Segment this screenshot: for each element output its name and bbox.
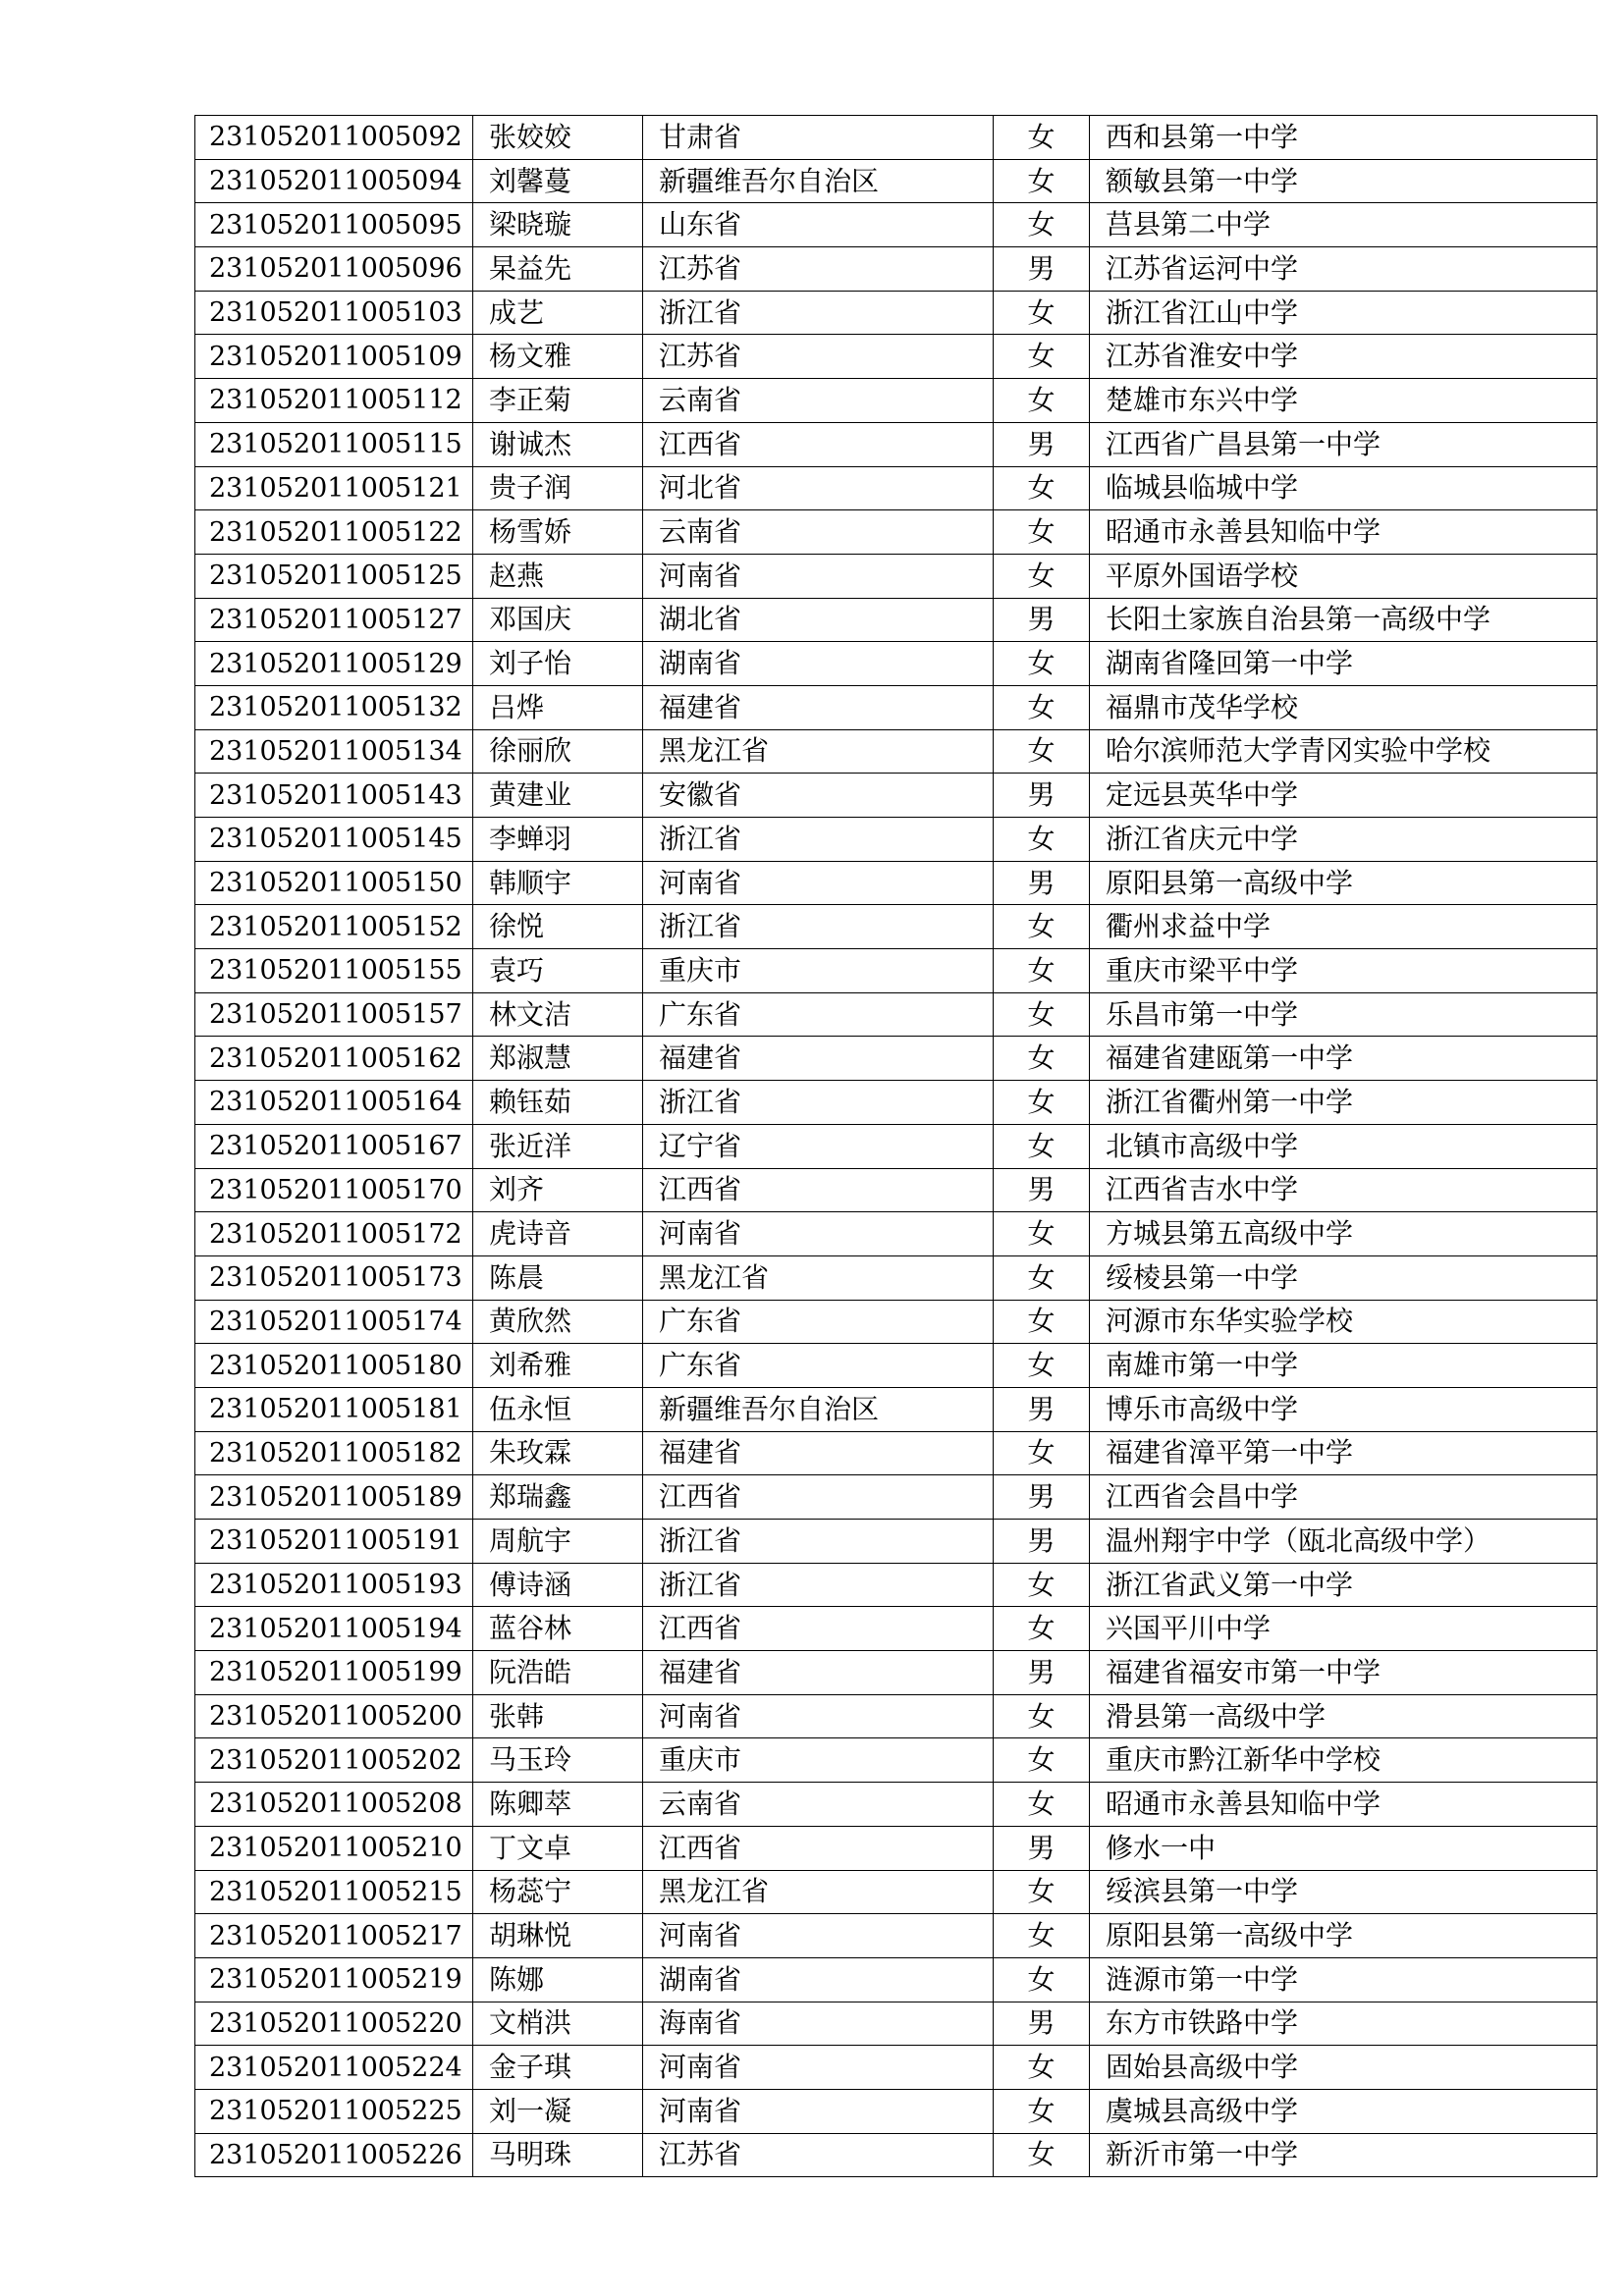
- name-cell: 李蝉羽: [473, 818, 643, 862]
- student-id-cell: 231052011005103: [195, 291, 473, 335]
- table-row: [195, 379, 1597, 423]
- name-cell: 徐悦: [473, 905, 643, 949]
- province-cell: 河南省: [643, 1212, 994, 1256]
- student-id-cell: 231052011005208: [195, 1783, 473, 1827]
- school-cell: 北镇市高级中学: [1090, 1124, 1597, 1168]
- table-row: [195, 861, 1597, 905]
- gender-cell: 女: [994, 291, 1090, 335]
- student-id-cell: 231052011005152: [195, 905, 473, 949]
- name-cell: 刘希雅: [473, 1344, 643, 1388]
- table-row: [195, 291, 1597, 335]
- school-cell: 湖南省隆回第一中学: [1090, 642, 1597, 686]
- school-cell: 温州翔宇中学（瓯北高级中学）: [1090, 1520, 1597, 1564]
- gender-cell: 女: [994, 992, 1090, 1037]
- school-cell: 浙江省江山中学: [1090, 291, 1597, 335]
- name-cell: 李正菊: [473, 379, 643, 423]
- school-cell: 长阳土家族自治县第一高级中学: [1090, 598, 1597, 642]
- student-id-cell: 231052011005155: [195, 949, 473, 993]
- name-cell: 邓国庆: [473, 598, 643, 642]
- student-id-cell: 231052011005172: [195, 1212, 473, 1256]
- school-cell: 福建省漳平第一中学: [1090, 1431, 1597, 1475]
- table-row: [195, 1914, 1597, 1958]
- province-cell: 江苏省: [643, 2133, 994, 2177]
- province-cell: 广东省: [643, 992, 994, 1037]
- province-cell: 河南省: [643, 1914, 994, 1958]
- gender-cell: 男: [994, 2002, 1090, 2046]
- table-row: [195, 685, 1597, 729]
- gender-cell: 女: [994, 1783, 1090, 1827]
- school-cell: 福鼎市茂华学校: [1090, 685, 1597, 729]
- table-row: [195, 2133, 1597, 2177]
- school-cell: 虞城县高级中学: [1090, 2089, 1597, 2133]
- province-cell: 云南省: [643, 379, 994, 423]
- name-cell: 马明珠: [473, 2133, 643, 2177]
- name-cell: 马玉玲: [473, 1738, 643, 1783]
- table-row: [195, 1870, 1597, 1914]
- student-id-cell: 231052011005109: [195, 335, 473, 379]
- table-row: [195, 598, 1597, 642]
- gender-cell: 女: [994, 1738, 1090, 1783]
- student-id-cell: 231052011005194: [195, 1607, 473, 1651]
- student-id-cell: 231052011005145: [195, 818, 473, 862]
- name-cell: 蓝谷林: [473, 1607, 643, 1651]
- table-row: [195, 818, 1597, 862]
- province-cell: 重庆市: [643, 1738, 994, 1783]
- table-row: [195, 1475, 1597, 1520]
- school-cell: 绥棱县第一中学: [1090, 1255, 1597, 1300]
- province-cell: 福建省: [643, 1037, 994, 1081]
- student-id-cell: 231052011005157: [195, 992, 473, 1037]
- school-cell: 重庆市梁平中学: [1090, 949, 1597, 993]
- table-row: [195, 1957, 1597, 2002]
- school-cell: 额敏县第一中学: [1090, 159, 1597, 203]
- gender-cell: 男: [994, 774, 1090, 818]
- name-cell: 刘齐: [473, 1168, 643, 1212]
- gender-cell: 男: [994, 598, 1090, 642]
- school-cell: 西和县第一中学: [1090, 116, 1597, 160]
- province-cell: 甘肃省: [643, 116, 994, 160]
- gender-cell: 女: [994, 1957, 1090, 2002]
- province-cell: 广东省: [643, 1300, 994, 1344]
- student-id-cell: 231052011005220: [195, 2002, 473, 2046]
- school-cell: 滑县第一高级中学: [1090, 1694, 1597, 1738]
- name-cell: 赖钰茹: [473, 1081, 643, 1125]
- province-cell: 浙江省: [643, 1081, 994, 1125]
- table-row: [195, 1255, 1597, 1300]
- gender-cell: 女: [994, 159, 1090, 203]
- gender-cell: 女: [994, 203, 1090, 247]
- table-row: [195, 1651, 1597, 1695]
- gender-cell: 女: [994, 2133, 1090, 2177]
- gender-cell: 男: [994, 422, 1090, 466]
- name-cell: 张韩: [473, 1694, 643, 1738]
- province-cell: 辽宁省: [643, 1124, 994, 1168]
- name-cell: 文梢洪: [473, 2002, 643, 2046]
- student-id-cell: 231052011005167: [195, 1124, 473, 1168]
- table-row: [195, 203, 1597, 247]
- table-row: [195, 1212, 1597, 1256]
- school-cell: 浙江省武义第一中学: [1090, 1563, 1597, 1607]
- roster-table: [194, 115, 1597, 2177]
- gender-cell: 女: [994, 1563, 1090, 1607]
- table-row: [195, 642, 1597, 686]
- province-cell: 重庆市: [643, 949, 994, 993]
- name-cell: 张姣姣: [473, 116, 643, 160]
- table-row: [195, 510, 1597, 555]
- school-cell: 莒县第二中学: [1090, 203, 1597, 247]
- name-cell: 虎诗音: [473, 1212, 643, 1256]
- student-id-cell: 231052011005125: [195, 554, 473, 598]
- student-id-cell: 231052011005202: [195, 1738, 473, 1783]
- student-id-cell: 231052011005215: [195, 1870, 473, 1914]
- province-cell: 安徽省: [643, 774, 994, 818]
- province-cell: 浙江省: [643, 1563, 994, 1607]
- province-cell: 浙江省: [643, 291, 994, 335]
- name-cell: 丁文卓: [473, 1826, 643, 1870]
- table-row: [195, 992, 1597, 1037]
- student-id-cell: 231052011005170: [195, 1168, 473, 1212]
- province-cell: 河南省: [643, 1694, 994, 1738]
- table-row: [195, 774, 1597, 818]
- province-cell: 河南省: [643, 554, 994, 598]
- school-cell: 乐昌市第一中学: [1090, 992, 1597, 1037]
- student-id-cell: 231052011005189: [195, 1475, 473, 1520]
- student-id-cell: 231052011005132: [195, 685, 473, 729]
- gender-cell: 女: [994, 642, 1090, 686]
- province-cell: 福建省: [643, 685, 994, 729]
- province-cell: 山东省: [643, 203, 994, 247]
- table-row: [195, 1300, 1597, 1344]
- gender-cell: 女: [994, 1081, 1090, 1125]
- province-cell: 新疆维吾尔自治区: [643, 1387, 994, 1431]
- school-cell: 原阳县第一高级中学: [1090, 861, 1597, 905]
- name-cell: 郑瑞鑫: [473, 1475, 643, 1520]
- province-cell: 江西省: [643, 422, 994, 466]
- province-cell: 海南省: [643, 2002, 994, 2046]
- gender-cell: 女: [994, 379, 1090, 423]
- table-row: [195, 2089, 1597, 2133]
- gender-cell: 女: [994, 1212, 1090, 1256]
- student-id-cell: 231052011005095: [195, 203, 473, 247]
- name-cell: 周航宇: [473, 1520, 643, 1564]
- name-cell: 张近洋: [473, 1124, 643, 1168]
- student-id-cell: 231052011005115: [195, 422, 473, 466]
- student-id-cell: 231052011005143: [195, 774, 473, 818]
- name-cell: 谢诚杰: [473, 422, 643, 466]
- gender-cell: 男: [994, 1651, 1090, 1695]
- gender-cell: 女: [994, 685, 1090, 729]
- school-cell: 平原外国语学校: [1090, 554, 1597, 598]
- province-cell: 浙江省: [643, 1520, 994, 1564]
- student-id-cell: 231052011005225: [195, 2089, 473, 2133]
- name-cell: 陈娜: [473, 1957, 643, 2002]
- school-cell: 浙江省庆元中学: [1090, 818, 1597, 862]
- province-cell: 河南省: [643, 2089, 994, 2133]
- student-id-cell: 231052011005182: [195, 1431, 473, 1475]
- gender-cell: 女: [994, 1124, 1090, 1168]
- gender-cell: 女: [994, 1037, 1090, 1081]
- gender-cell: 女: [994, 1694, 1090, 1738]
- name-cell: 刘一凝: [473, 2089, 643, 2133]
- student-id-cell: 231052011005122: [195, 510, 473, 555]
- name-cell: 林文洁: [473, 992, 643, 1037]
- school-cell: 福建省福安市第一中学: [1090, 1651, 1597, 1695]
- province-cell: 湖南省: [643, 1957, 994, 2002]
- province-cell: 浙江省: [643, 818, 994, 862]
- gender-cell: 女: [994, 554, 1090, 598]
- name-cell: 梁晓璇: [473, 203, 643, 247]
- table-row: [195, 1783, 1597, 1827]
- table-row: [195, 1344, 1597, 1388]
- school-cell: 南雄市第一中学: [1090, 1344, 1597, 1388]
- name-cell: 杨雪娇: [473, 510, 643, 555]
- table-row: [195, 949, 1597, 993]
- student-id-cell: 231052011005181: [195, 1387, 473, 1431]
- student-id-cell: 231052011005199: [195, 1651, 473, 1695]
- school-cell: 博乐市高级中学: [1090, 1387, 1597, 1431]
- gender-cell: 女: [994, 510, 1090, 555]
- province-cell: 浙江省: [643, 905, 994, 949]
- table-row: [195, 1431, 1597, 1475]
- name-cell: 郑淑慧: [473, 1037, 643, 1081]
- table-row: [195, 2002, 1597, 2046]
- province-cell: 湖北省: [643, 598, 994, 642]
- school-cell: 江西省吉水中学: [1090, 1168, 1597, 1212]
- gender-cell: 男: [994, 861, 1090, 905]
- student-id-cell: 231052011005219: [195, 1957, 473, 2002]
- name-cell: 黄欣然: [473, 1300, 643, 1344]
- province-cell: 云南省: [643, 510, 994, 555]
- table-row: [195, 159, 1597, 203]
- school-cell: 方城县第五高级中学: [1090, 1212, 1597, 1256]
- table-row: [195, 1694, 1597, 1738]
- name-cell: 贵子润: [473, 466, 643, 510]
- student-id-cell: 231052011005134: [195, 729, 473, 774]
- province-cell: 黑龙江省: [643, 1870, 994, 1914]
- school-cell: 涟源市第一中学: [1090, 1957, 1597, 2002]
- school-cell: 重庆市黔江新华中学校: [1090, 1738, 1597, 1783]
- table-row: [195, 729, 1597, 774]
- school-cell: 固始县高级中学: [1090, 2046, 1597, 2090]
- student-id-cell: 231052011005129: [195, 642, 473, 686]
- student-id-cell: 231052011005173: [195, 1255, 473, 1300]
- name-cell: 陈卿萃: [473, 1783, 643, 1827]
- school-cell: 昭通市永善县知临中学: [1090, 510, 1597, 555]
- school-cell: 新沂市第一中学: [1090, 2133, 1597, 2177]
- name-cell: 杨蕊宁: [473, 1870, 643, 1914]
- table-row: [195, 1826, 1597, 1870]
- school-cell: 福建省建瓯第一中学: [1090, 1037, 1597, 1081]
- name-cell: 阮浩皓: [473, 1651, 643, 1695]
- province-cell: 云南省: [643, 1783, 994, 1827]
- table-row: [195, 1124, 1597, 1168]
- table-row: [195, 1387, 1597, 1431]
- student-id-cell: 231052011005112: [195, 379, 473, 423]
- student-id-cell: 231052011005226: [195, 2133, 473, 2177]
- province-cell: 河北省: [643, 466, 994, 510]
- name-cell: 杲益先: [473, 247, 643, 292]
- student-id-cell: 231052011005094: [195, 159, 473, 203]
- school-cell: 原阳县第一高级中学: [1090, 1914, 1597, 1958]
- province-cell: 黑龙江省: [643, 729, 994, 774]
- gender-cell: 女: [994, 1914, 1090, 1958]
- name-cell: 朱玫霖: [473, 1431, 643, 1475]
- gender-cell: 女: [994, 335, 1090, 379]
- gender-cell: 女: [994, 729, 1090, 774]
- student-id-cell: 231052011005210: [195, 1826, 473, 1870]
- student-id-cell: 231052011005180: [195, 1344, 473, 1388]
- school-cell: 衢州求益中学: [1090, 905, 1597, 949]
- name-cell: 成艺: [473, 291, 643, 335]
- table-row: [195, 422, 1597, 466]
- table-row: [195, 1738, 1597, 1783]
- name-cell: 赵燕: [473, 554, 643, 598]
- student-id-cell: 231052011005224: [195, 2046, 473, 2090]
- province-cell: 河南省: [643, 861, 994, 905]
- school-cell: 江苏省运河中学: [1090, 247, 1597, 292]
- province-cell: 江西省: [643, 1168, 994, 1212]
- gender-cell: 女: [994, 1255, 1090, 1300]
- gender-cell: 男: [994, 1168, 1090, 1212]
- gender-cell: 女: [994, 2046, 1090, 2090]
- name-cell: 金子琪: [473, 2046, 643, 2090]
- gender-cell: 男: [994, 247, 1090, 292]
- table-row: [195, 2046, 1597, 2090]
- province-cell: 湖南省: [643, 642, 994, 686]
- table-row: [195, 1563, 1597, 1607]
- province-cell: 福建省: [643, 1651, 994, 1695]
- student-id-cell: 231052011005127: [195, 598, 473, 642]
- school-cell: 临城县临城中学: [1090, 466, 1597, 510]
- province-cell: 江西省: [643, 1475, 994, 1520]
- gender-cell: 男: [994, 1826, 1090, 1870]
- school-cell: 定远县英华中学: [1090, 774, 1597, 818]
- school-cell: 河源市东华实验学校: [1090, 1300, 1597, 1344]
- table-row: [195, 1520, 1597, 1564]
- table-row: [195, 554, 1597, 598]
- province-cell: 江苏省: [643, 247, 994, 292]
- name-cell: 黄建业: [473, 774, 643, 818]
- student-id-cell: 231052011005200: [195, 1694, 473, 1738]
- school-cell: 浙江省衢州第一中学: [1090, 1081, 1597, 1125]
- student-id-cell: 231052011005121: [195, 466, 473, 510]
- gender-cell: 男: [994, 1475, 1090, 1520]
- gender-cell: 男: [994, 1387, 1090, 1431]
- gender-cell: 女: [994, 905, 1090, 949]
- student-id-cell: 231052011005191: [195, 1520, 473, 1564]
- table-row: [195, 466, 1597, 510]
- school-cell: 东方市铁路中学: [1090, 2002, 1597, 2046]
- student-id-cell: 231052011005096: [195, 247, 473, 292]
- student-id-cell: 231052011005174: [195, 1300, 473, 1344]
- student-id-cell: 231052011005162: [195, 1037, 473, 1081]
- name-cell: 刘子怡: [473, 642, 643, 686]
- name-cell: 杨文雅: [473, 335, 643, 379]
- gender-cell: 女: [994, 818, 1090, 862]
- school-cell: 绥滨县第一中学: [1090, 1870, 1597, 1914]
- school-cell: 江西省会昌中学: [1090, 1475, 1597, 1520]
- gender-cell: 女: [994, 1607, 1090, 1651]
- school-cell: 兴国平川中学: [1090, 1607, 1597, 1651]
- student-id-cell: 231052011005164: [195, 1081, 473, 1125]
- province-cell: 江苏省: [643, 335, 994, 379]
- gender-cell: 女: [994, 2089, 1090, 2133]
- gender-cell: 女: [994, 1870, 1090, 1914]
- school-cell: 江苏省淮安中学: [1090, 335, 1597, 379]
- name-cell: 胡琳悦: [473, 1914, 643, 1958]
- school-cell: 哈尔滨师范大学青冈实验中学校: [1090, 729, 1597, 774]
- name-cell: 傅诗涵: [473, 1563, 643, 1607]
- table-row: [195, 1607, 1597, 1651]
- name-cell: 吕烨: [473, 685, 643, 729]
- student-id-cell: 231052011005092: [195, 116, 473, 160]
- province-cell: 江西省: [643, 1826, 994, 1870]
- province-cell: 广东省: [643, 1344, 994, 1388]
- school-cell: 修水一中: [1090, 1826, 1597, 1870]
- name-cell: 陈晨: [473, 1255, 643, 1300]
- table-row: [195, 335, 1597, 379]
- gender-cell: 女: [994, 1344, 1090, 1388]
- gender-cell: 女: [994, 1431, 1090, 1475]
- province-cell: 新疆维吾尔自治区: [643, 159, 994, 203]
- name-cell: 伍永恒: [473, 1387, 643, 1431]
- school-cell: 江西省广昌县第一中学: [1090, 422, 1597, 466]
- table-row: [195, 1168, 1597, 1212]
- province-cell: 黑龙江省: [643, 1255, 994, 1300]
- table-row: [195, 116, 1597, 160]
- school-cell: 昭通市永善县知临中学: [1090, 1783, 1597, 1827]
- student-id-cell: 231052011005193: [195, 1563, 473, 1607]
- gender-cell: 女: [994, 116, 1090, 160]
- student-id-cell: 231052011005217: [195, 1914, 473, 1958]
- gender-cell: 女: [994, 949, 1090, 993]
- student-id-cell: 231052011005150: [195, 861, 473, 905]
- province-cell: 河南省: [643, 2046, 994, 2090]
- name-cell: 袁巧: [473, 949, 643, 993]
- province-cell: 江西省: [643, 1607, 994, 1651]
- gender-cell: 男: [994, 1520, 1090, 1564]
- province-cell: 福建省: [643, 1431, 994, 1475]
- school-cell: 楚雄市东兴中学: [1090, 379, 1597, 423]
- roster-body: [195, 116, 1597, 2177]
- table-row: [195, 1037, 1597, 1081]
- gender-cell: 女: [994, 1300, 1090, 1344]
- table-row: [195, 905, 1597, 949]
- name-cell: 刘馨蔓: [473, 159, 643, 203]
- name-cell: 徐丽欣: [473, 729, 643, 774]
- name-cell: 韩顺宇: [473, 861, 643, 905]
- table-row: [195, 1081, 1597, 1125]
- table-row: [195, 247, 1597, 292]
- gender-cell: 女: [994, 466, 1090, 510]
